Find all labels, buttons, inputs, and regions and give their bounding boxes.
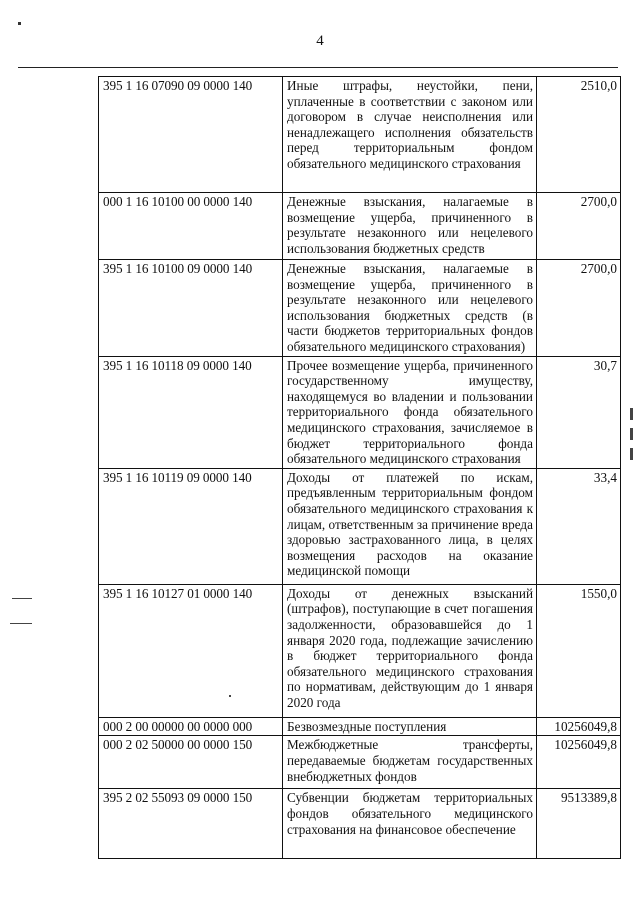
- left-margin-mark: [12, 598, 32, 599]
- budget-code-cell: 395 1 16 10127 01 0000 140: [99, 584, 283, 717]
- right-margin-mark: [630, 448, 633, 460]
- amount-cell: 2510,0: [537, 77, 621, 193]
- amount-cell: 10256049,8: [537, 736, 621, 789]
- page-number: 4: [316, 33, 324, 49]
- description-cell: Денежные взыскания, налагаемые в возмещение ущерба, причиненного в результате незаконного или нецелевого использования бюджетных средств (в части бюджетов территориальных фондов обязательного медицинского страхования): [283, 260, 537, 357]
- budget-revenue-table: [98, 76, 621, 859]
- budget-code-cell: 000 2 00 00000 00 0000 000: [99, 717, 283, 736]
- amount-cell: 2700,0: [537, 260, 621, 357]
- top-rule: [18, 67, 618, 68]
- description-cell: Доходы от денежных взысканий (штрафов), поступающие в счет погашения задолженности, образовавшейся до 1 января 2020 года, подлежащие зачислению в бюджет территориального фонда обязательного медицинского страхования по нормативам, действующим до 1 января 2020 года: [283, 584, 537, 717]
- amount-cell: 2700,0: [537, 193, 621, 260]
- amount-cell: 1550,0: [537, 584, 621, 717]
- amount-cell: 10256049,8: [537, 717, 621, 736]
- budget-code-cell: 000 1 16 10100 00 0000 140: [99, 193, 283, 260]
- table-row: [99, 356, 621, 468]
- budget-code-cell: 000 2 02 50000 00 0000 150: [99, 736, 283, 789]
- table-row: [99, 193, 621, 260]
- table-row: [99, 260, 621, 357]
- amount-cell: 33,4: [537, 468, 621, 584]
- budget-code-cell: 395 1 16 10118 09 0000 140: [99, 356, 283, 468]
- budget-code-cell: 395 1 16 10100 09 0000 140: [99, 260, 283, 357]
- description-cell: Безвозмездные поступления: [283, 717, 537, 736]
- table-row: [99, 468, 621, 584]
- description-cell: Межбюджетные трансферты, передаваемые бюджетам государственных внебюджетных фондов: [283, 736, 537, 789]
- scan-dot: [229, 695, 231, 697]
- amount-cell: 9513389,8: [537, 789, 621, 859]
- table-row: [99, 584, 621, 717]
- budget-code-cell: 395 1 16 07090 09 0000 140: [99, 77, 283, 193]
- table-row: [99, 77, 621, 193]
- scan-speck: [18, 22, 21, 25]
- budget-code-cell: 395 2 02 55093 09 0000 150: [99, 789, 283, 859]
- description-cell: Денежные взыскания, налагаемые в возмещение ущерба, причиненного в результате незаконного или нецелевого использования бюджетных средств: [283, 193, 537, 260]
- description-cell: Прочее возмещение ущерба, причиненного государственному имуществу, находящемуся во владении и пользовании территориального фонда обязательного медицинского страхования, зачисляемое в бюджет территориального фонда обязательного медицинского страхования: [283, 356, 537, 468]
- left-margin-mark: [10, 623, 32, 624]
- right-margin-mark: [630, 408, 633, 420]
- table-row: [99, 717, 621, 736]
- description-cell: Субвенции бюджетам территориальных фондов обязательного медицинского страхования на финансовое обеспечение: [283, 789, 537, 859]
- table-row: [99, 736, 621, 789]
- right-margin-mark: [630, 428, 633, 440]
- amount-cell: 30,7: [537, 356, 621, 468]
- table-row: [99, 789, 621, 859]
- budget-code-cell: 395 1 16 10119 09 0000 140: [99, 468, 283, 584]
- description-cell: Иные штрафы, неустойки, пени, уплаченные в соответствии с законом или договором в случае неисполнения или ненадлежащего исполнения обязательств перед территориальным фондом обязательного медицинского страхования: [283, 77, 537, 193]
- description-cell: Доходы от платежей по искам, предъявленным территориальным фондом обязательного медицинского страхования к лицам, ответственным за причинение вреда здоровью застрахованного лица, в целях возмещения расходов на оказание медицинской помощи: [283, 468, 537, 584]
